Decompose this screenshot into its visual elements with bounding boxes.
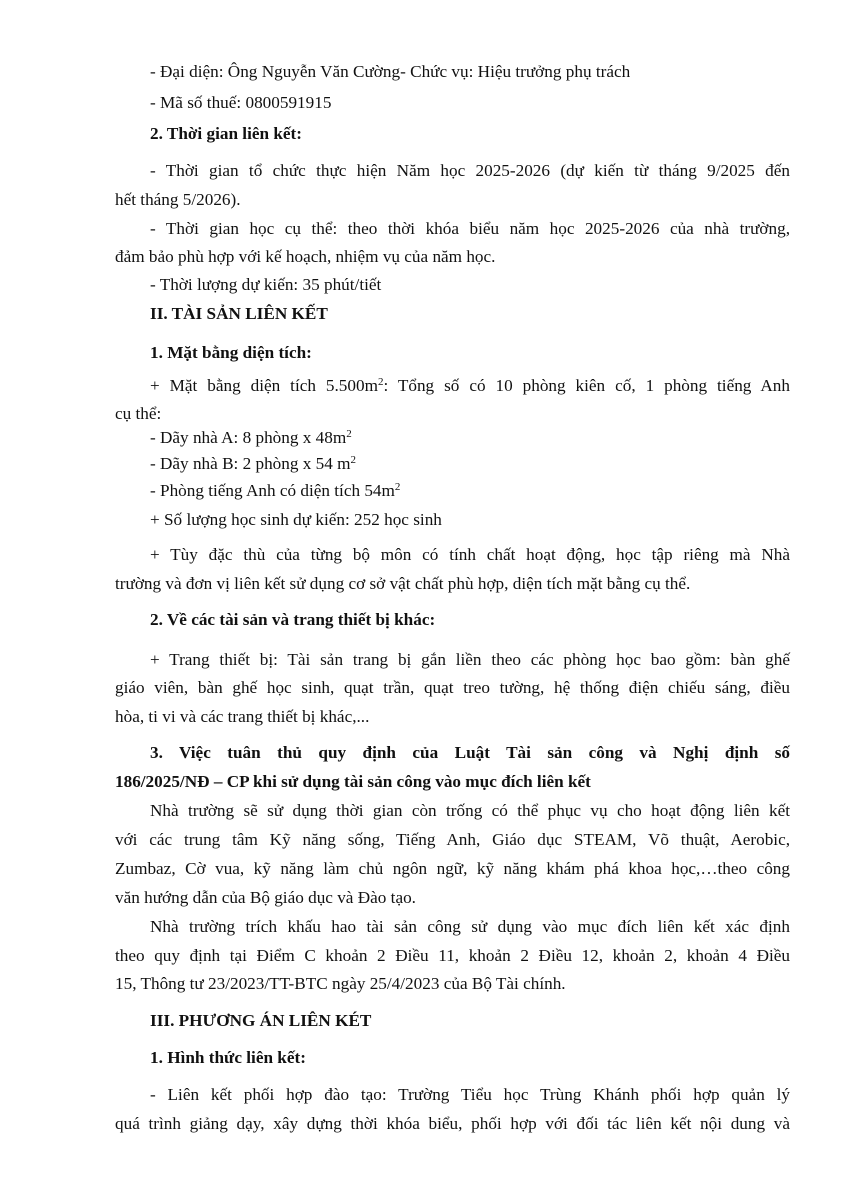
text: 1. Hình thức liên kết: [150,1048,306,1067]
section-heading [150,119,790,148]
paragraph-line [150,214,790,243]
text: + Số lượng học sinh dự kiến: 252 học sinh [150,510,442,529]
text: - Mã số thuế: 0800591915 [150,93,332,112]
text: 2. Về các tài sản và trang thiết bị khác: [150,610,436,629]
text: - Thời gian học cụ thể: theo thời khóa biểu năm học 2025-2026 của nhà trường, [150,219,790,238]
paragraph-line [115,569,790,598]
paragraph-line [115,969,790,998]
text: giáo viên, bàn ghế học sinh, quạt trần, quạt treo tường, hệ thống điện chiếu sáng, điều [115,678,790,697]
paragraph-line [150,156,790,185]
paragraph-line [115,673,790,702]
text: 15, Thông tư 23/2023/TT-BTC ngày 25/4/2023 của Bộ Tài chính. [115,974,566,993]
text: - Thời gian tổ chức thực hiện Năm học 2025-2026 (dự kiến từ tháng 9/2025 đến [150,161,790,180]
paragraph-line [115,883,790,912]
superscript: 2 [394,481,401,493]
paragraph-line [150,540,790,569]
text: đảm bảo phù hợp với kế hoạch, nhiệm vụ của năm học. [115,247,496,266]
paragraph-line [115,825,790,854]
text: + Tùy đặc thù của từng bộ môn có tính chất hoạt động, học tập riêng mà Nhà [150,545,790,564]
section-heading [150,605,790,634]
text: với các trung tâm Kỹ năng sống, Tiếng Anh, Giáo dục STEAM, Võ thuật, Aerobic, [115,830,790,849]
text: hòa, ti vi và các trang thiết bị khác,... [115,707,370,726]
list-item [150,423,790,452]
section-heading [115,767,790,796]
paragraph-line [115,1109,790,1138]
paragraph-line [115,854,790,883]
paragraph-line [150,1080,790,1109]
text: 3. Việc tuân thủ quy định của Luật Tài sản công và Nghị định số [150,743,790,762]
text: Nhà trường sẽ sử dụng thời gian còn trống có thể phục vụ cho hoạt động liên kết [150,801,790,820]
text: Zumbaz, Cờ vua, kỹ năng làm chủ ngôn ngữ, kỹ năng khám phá khoa học,…theo công [115,859,790,878]
paragraph-line [115,941,790,970]
superscript: 2 [350,454,357,466]
list-item [150,505,790,534]
text: + Trang thiết bị: Tài sản trang bị gắn liền theo các phòng học bao gồm: bàn ghế [150,650,790,669]
text: - Dãy nhà B: 2 phòng x 54 m [150,454,351,473]
paragraph-line [150,270,790,299]
section-heading [150,738,790,767]
chapter-heading [150,299,790,328]
superscript: 2 [346,428,352,440]
paragraph-line [150,371,790,400]
text: + Mặt bằng diện tích $5.500m^2$: Tổng số có 10 phòng kiên cố, 1 phòng tiếng Anh [150,376,790,395]
paragraph-line [150,645,790,674]
superscript: 2 [377,376,384,388]
paragraph-line [150,912,790,941]
chapter-heading [150,1006,790,1035]
text: - Đại diện: Ông Nguyễn Văn Cường- Chức vụ: Hiệu trưởng phụ trách [150,62,631,81]
text: trường và đơn vị liên kết sử dụng cơ sở vật chất phù hợp, diện tích mặt bằng cụ thể. [115,574,691,593]
text: cụ thể: [115,404,162,423]
text: - Phòng tiếng Anh có diện tích 54m [150,481,395,500]
tax-code-line [150,88,790,117]
text: Nhà trường trích khấu hao tài sản công sử dụng vào mục đích liên kết xác định [150,917,790,936]
text: - Thời lượng dự kiến: 35 phút/tiết [150,275,382,294]
list-item [150,449,790,478]
text: 2. Thời gian liên kết: [150,124,302,143]
text: theo quy định tại Điểm C khoản 2 Điều 11, khoản 2 Điều 12, khoản 2, khoản 4 Điều [115,946,790,965]
text: - Dãy nhà A: 8 phòng x 48m [150,428,347,447]
paragraph-line [115,185,790,214]
text: 1. Mặt bằng diện tích: [150,343,312,362]
text: - Liên kết phối hợp đào tạo: Trường Tiểu học Trùng Khánh phối hợp quản lý [150,1085,790,1104]
text: hết tháng 5/2026). [115,190,241,209]
text: III. PHƯƠNG ÁN LIÊN KÉT [150,1011,372,1030]
representative-line [150,57,790,86]
text: 186/2025/NĐ – CP khi sử dụng tài sản công vào mục đích liên kết [115,772,591,791]
paragraph-line [150,796,790,825]
section-heading [150,1043,790,1072]
text: quá trình giảng dạy, xây dựng thời khóa biểu, phối hợp với đối tác liên kết nội dung và [115,1114,790,1133]
paragraph-line [115,242,790,271]
list-item [150,476,790,505]
text: II. TÀI SẢN LIÊN KẾT [150,304,328,323]
paragraph-line [115,702,790,731]
text: văn hướng dẫn của Bộ giáo dục và Đào tạo. [115,888,416,907]
section-heading [150,338,790,367]
